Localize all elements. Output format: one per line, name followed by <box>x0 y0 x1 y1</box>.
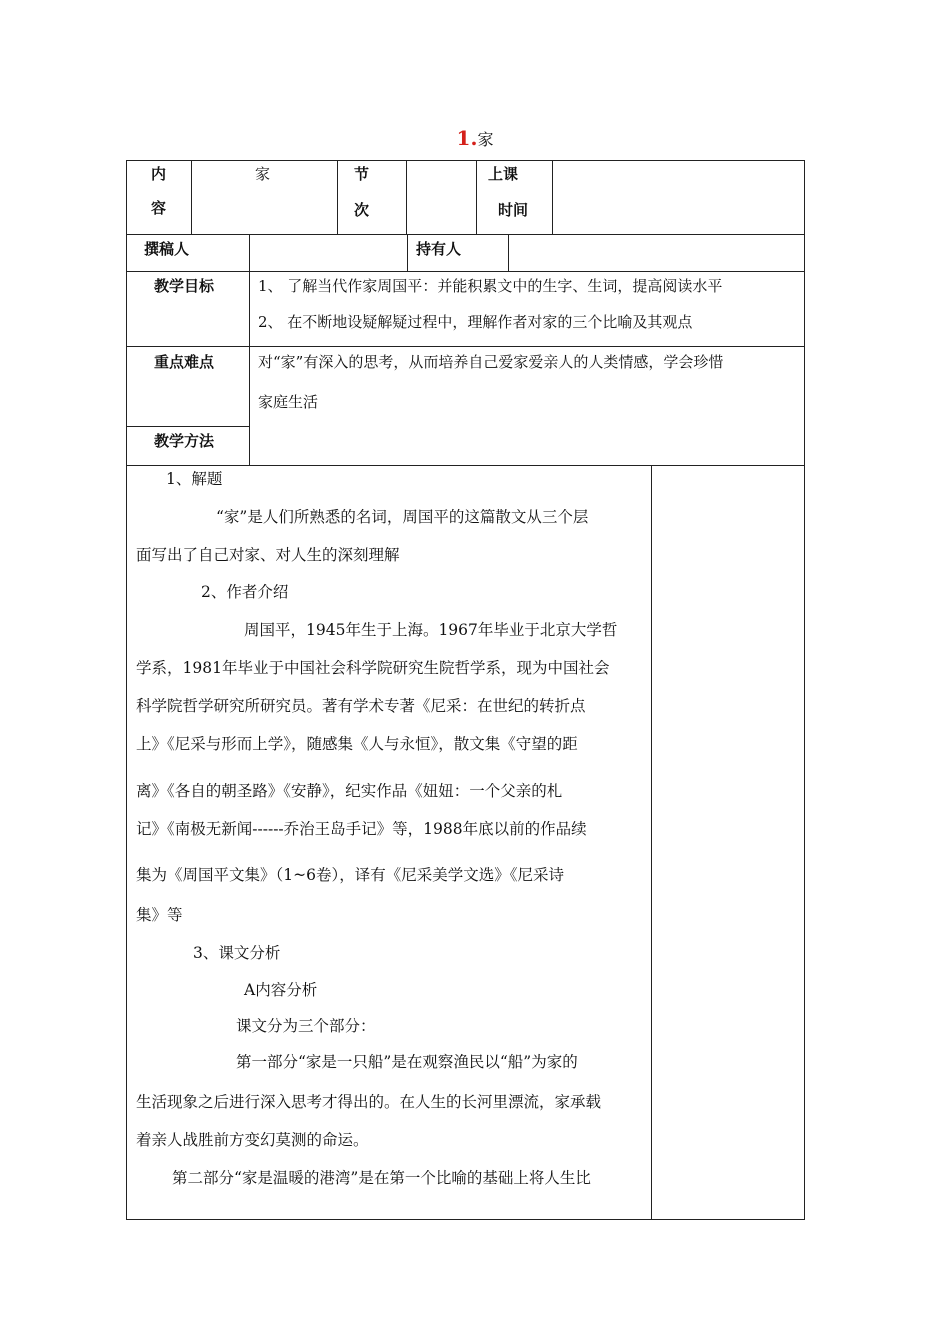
table-border-top <box>126 160 805 161</box>
body-line: 第二部分“家是温暖的港湾”是在第一个比喻的基础上将人生比 <box>172 1169 591 1187</box>
table-border-bottom <box>126 1219 805 1220</box>
content-label: 容 <box>151 199 167 217</box>
body-line: 集为《周国平文集》（1~6卷），译有《尼采美学文选》《尼采诗 <box>136 866 564 884</box>
col-divider <box>406 160 407 235</box>
body-line: 周国平，1945年生于上海。1967年毕业于北京大学哲 <box>244 621 618 639</box>
table-border-right <box>804 160 805 1220</box>
body-line: 第一部分“家是一只船”是在观察渔民以“船”为家的 <box>236 1053 578 1071</box>
body-line: 着亲人战胜前方变幻莫测的命运。 <box>136 1131 369 1149</box>
col-divider <box>249 271 250 466</box>
row-divider <box>126 426 250 427</box>
key-points-text: 对“家”有深入的思考，从而培养自己爱家爱亲人的人类情感，学会珍惜 <box>258 353 724 371</box>
body-line: 1、解题 <box>166 470 223 488</box>
col-divider <box>552 160 553 235</box>
class-time-label: 时间 <box>498 201 529 219</box>
col-divider <box>651 465 652 1220</box>
author-label: 撰稿人 <box>144 240 190 258</box>
body-line: 上》《尼采与形而上学》，随感集《人与永恒》，散文集《守望的距 <box>136 735 578 753</box>
body-line: 2、作者介绍 <box>201 583 289 601</box>
col-divider <box>191 160 192 235</box>
body-line: 面写出了自己对家、对人生的深刻理解 <box>136 546 400 564</box>
col-divider <box>249 234 250 272</box>
body-line: 课文分为三个部分： <box>236 1017 376 1035</box>
title-number: 1. <box>456 126 478 150</box>
section-label: 次 <box>354 201 370 219</box>
key-points-text: 家庭生活 <box>258 393 319 411</box>
col-divider <box>337 160 338 235</box>
body-line: 离》《各自的朝圣路》《安静》，纪实作品《妞妞：一个父亲的札 <box>136 782 563 800</box>
col-divider <box>476 160 477 235</box>
body-line: “家”是人们所熟悉的名词，周国平的这篇散文从三个层 <box>216 508 589 526</box>
content-value: 家 <box>255 165 271 183</box>
body-line: 科学院哲学研究所研究员。著有学术专著《尼采：在世纪的转折点 <box>136 697 586 715</box>
row-divider <box>126 234 805 235</box>
body-line: 3、课文分析 <box>193 944 281 962</box>
key-points-label: 重点难点 <box>154 353 215 371</box>
goal-item: 1、 了解当代作家周国平：并能积累文中的生字、生词，提高阅读水平 <box>258 277 723 295</box>
row-divider <box>126 271 805 272</box>
col-divider <box>508 234 509 272</box>
table-border-left <box>126 160 127 1220</box>
holder-label: 持有人 <box>416 240 462 258</box>
page-title <box>0 124 950 154</box>
goal-item: 2、 在不断地设疑解疑过程中，理解作者对家的三个比喻及其观点 <box>258 313 693 331</box>
row-divider <box>126 465 805 466</box>
body-line: 学系，1981年毕业于中国社会科学院研究生院哲学系，现为中国社会 <box>136 659 610 677</box>
goals-label: 教学目标 <box>154 277 215 295</box>
body-line: 记》《南极无新闻------乔治王岛手记》等，1988年底以前的作品续 <box>136 820 587 838</box>
col-divider <box>407 234 408 272</box>
class-time-label: 上课 <box>488 165 519 183</box>
row-divider <box>126 346 805 347</box>
content-label: 内 <box>151 165 167 183</box>
section-label: 节 <box>354 165 370 183</box>
body-line: A内容分析 <box>244 981 318 999</box>
method-label: 教学方法 <box>154 432 215 450</box>
body-line: 生活现象之后进行深入思考才得出的。在人生的长河里漂流，家承载 <box>136 1093 602 1111</box>
body-line: 集》等 <box>136 906 183 924</box>
title-text: 家 <box>477 130 494 149</box>
